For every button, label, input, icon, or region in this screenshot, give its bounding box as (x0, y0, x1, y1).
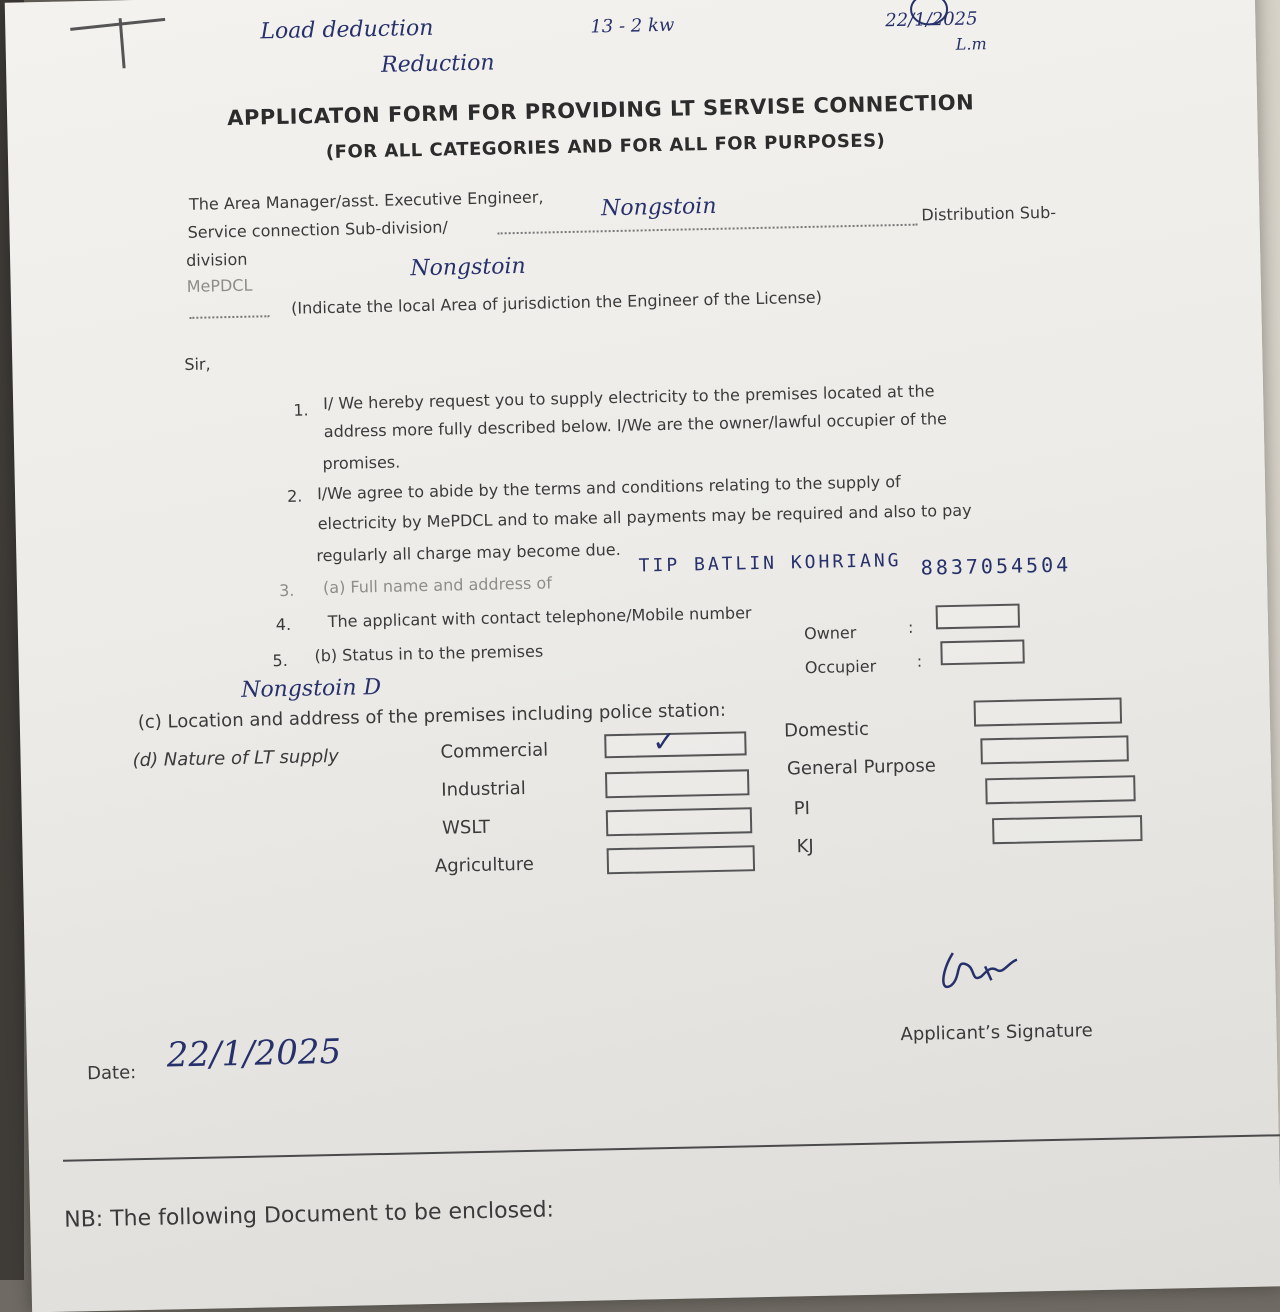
supply-pi-label: PI (793, 798, 811, 820)
location-label: (c) Location and address of the premises including police station: (137, 699, 727, 734)
item-1-line-1: I/ We hereby request you to supply electricity to the premises located at the (322, 381, 935, 414)
supply-general-purpose-label: General Purpose (786, 755, 937, 780)
item-5-label: (b) Status in to the premises (314, 641, 544, 666)
item-2-line-2: electricity by MePDCL and to make all payments may be required and also to pay (317, 500, 972, 534)
subdivision-fill: Nongstoin (600, 193, 717, 222)
supply-domestic-checkbox[interactable] (974, 697, 1123, 726)
item-1-number: 1. (293, 400, 309, 420)
mepdcl-fill: Nongstoin (410, 253, 526, 282)
item-1-line-3: promises. (322, 452, 401, 474)
item-5-number: 5. (272, 650, 289, 671)
dotted-fill-line (498, 224, 918, 235)
item-4-label: The applicant with contact telephone/Mobile number (327, 603, 752, 632)
supply-wslt-label: WSLT (441, 816, 491, 839)
nature-label: (d) Nature of LT supply (132, 745, 340, 772)
supply-commercial-label: Commercial (440, 739, 549, 763)
note-reduction: Reduction (380, 50, 495, 78)
item-2-number: 2. (286, 486, 303, 506)
dotted-short-line (189, 315, 269, 319)
status-owner-checkbox[interactable] (936, 604, 1020, 630)
supply-agriculture-checkbox[interactable] (607, 845, 756, 874)
addressee-line-2-suffix: Distribution Sub- (921, 202, 1057, 225)
status-owner-colon: : (907, 617, 914, 637)
item-2-line-3: regularly all charge may become due. (316, 539, 621, 566)
addressee-line-4-prefix: MePDCL (186, 275, 253, 296)
status-occupier-colon: : (916, 651, 923, 671)
supply-agriculture-label: Agriculture (434, 853, 535, 877)
signature-label: Applicant’s Signature (900, 1020, 1093, 1046)
supply-commercial-checkbox[interactable] (604, 724, 746, 759)
date-label: Date: (86, 1062, 137, 1085)
addressee-line-3: division (185, 249, 248, 270)
item-1-line-2: address more fully described below. I/We are the owner/lawful occupier of the (323, 409, 948, 442)
note-initials: L.m (955, 34, 987, 54)
divider-line (63, 1134, 1280, 1162)
item-4-number: 4. (275, 614, 292, 635)
note-top-date: 22/1/2025 (885, 8, 978, 32)
date-value: 22/1/2025 (166, 1031, 342, 1076)
supply-pi-checkbox[interactable] (985, 775, 1136, 804)
application-form-sheet (5, 0, 1280, 1312)
mobile-number-fill: 8837054504 (920, 552, 1072, 580)
applicant-name-fill: TIP BATLIN KOHRIANG (638, 550, 902, 577)
status-occupier-label: Occupier (804, 656, 877, 678)
addressee-line-2 (187, 217, 448, 241)
check-mark-icon: ✓ (652, 724, 677, 759)
addressee-line-1: The Area Manager/asst. Executive Engineer, (188, 187, 544, 214)
form-subtitle: (FOR ALL CATEGORIES AND FOR ALL FOR PURPOSES) (325, 130, 886, 164)
supply-domestic-label: Domestic (783, 718, 870, 742)
item-3-number: 3. (278, 580, 295, 601)
corner-mark-icon (65, 9, 176, 71)
supply-wslt-checkbox[interactable] (606, 807, 753, 836)
applicant-signature-mark (925, 939, 1046, 1001)
location-fill: Nongstoin D (240, 674, 382, 703)
supply-kj-label: KJ (796, 835, 814, 858)
note-load-value: 13 - 2 kw (590, 14, 675, 38)
status-owner-label: Owner (803, 623, 857, 644)
jurisdiction-note: (Indicate the local Area of jurisdiction the Engineer of the License) (290, 287, 823, 318)
status-occupier-checkbox[interactable] (940, 639, 1024, 665)
form-title: APPLICATON FORM FOR PROVIDING LT SERVISE CONNECTION (226, 90, 975, 131)
item-3-label: (a) Full name and address of (322, 573, 553, 598)
supply-kj-checkbox[interactable] (992, 815, 1143, 844)
supply-industrial-checkbox[interactable] (605, 769, 750, 798)
supply-general-purpose-checkbox[interactable] (980, 735, 1129, 764)
supply-industrial-label: Industrial (441, 777, 526, 801)
note-load-deduction: Load deduction (260, 15, 434, 45)
item-2-line-1: I/We agree to abide by the terms and conditions relating to the supply of (316, 472, 901, 504)
salutation: Sir, (184, 354, 211, 375)
nb-label: NB: The following Document to be enclosed: (63, 1197, 555, 1233)
addressee-line-2-prefix: Service connection Sub-division/ (187, 217, 449, 242)
